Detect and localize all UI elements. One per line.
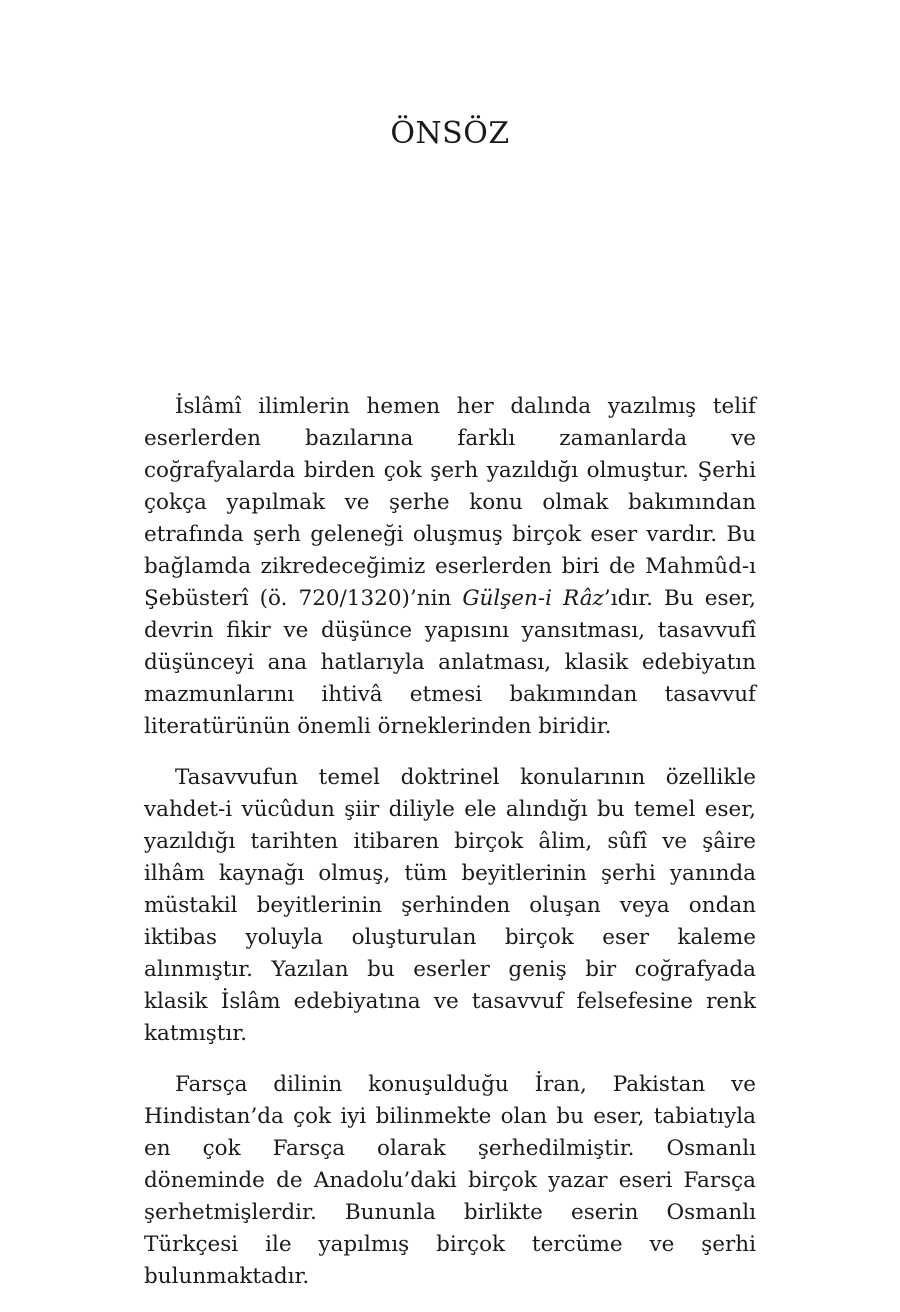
paragraph-3: Farsça dilinin konuşulduğu İran, Pakistan ve Hindistan’da çok iyi bilinmekte olan bu eser, tabiatıyla en çok Farsça olarak şerhedilmiştir. Osmanlı döneminde de Anadolu’daki birçok yazar eseri Farsça şerhetmişlerdir. Bununla birlikte eserin Osmanlı Türkçesi ile yapılmış birçok tercüme ve şerhi bulunmaktadır. [144,1072,756,1289]
paragraph-2: Tasavvufun temel doktrinel konularının özellikle vahdet-i vücûdun şiir diliyle ele alındığı bu temel eser, yazıldığı tarihten itibaren birçok âlim, sûfî ve şâire ilhâm kaynağı olmuş, tüm beyitlerinin şerhi yanında müstakil beyitlerinin şerhinden oluşan veya ondan iktibas yoluyla oluşturulan birçok eser kaleme alınmıştır. Yazılan bu eserler geniş bir coğrafyada klasik İslâm edebiyatına ve tasavvuf felsefesine renk katmıştır. [144,765,756,1046]
paragraph-1 [144,391,756,743]
paragraph-1-text-a: İslâmî ilimlerin hemen her dalında yazılmış telif eserlerden bazılarına farklı zamanlarda ve coğrafyalarda birden çok şerh yazıldığı olmuştur. Şerhi çokça yapılmak ve şerhe konu olmak bakımından etrafında şerh geleneği oluşmuş birçok eser vardır. Bu bağlamda zikredeceğimiz eserlerden biri de Mahmûd-ı Şebüsterî (ö. 720/1320)’nin [144,394,756,611]
book-title-italic: Gülşen-i Râz [462,586,604,611]
body-text [144,391,756,1312]
paragraph-1-text-b: ’ıdır. Bu eser, devrin fikir ve düşünce yapısını yansıtması, tasavvufî düşünceyi ana hatlarıyla anlatması, klasik edebiyatın mazmunlarını ihtivâ etmesi bakımından tasavvuf literatürünün önemli örneklerinden biridir. [144,586,756,739]
page-title: ÖNSÖZ [390,116,510,151]
